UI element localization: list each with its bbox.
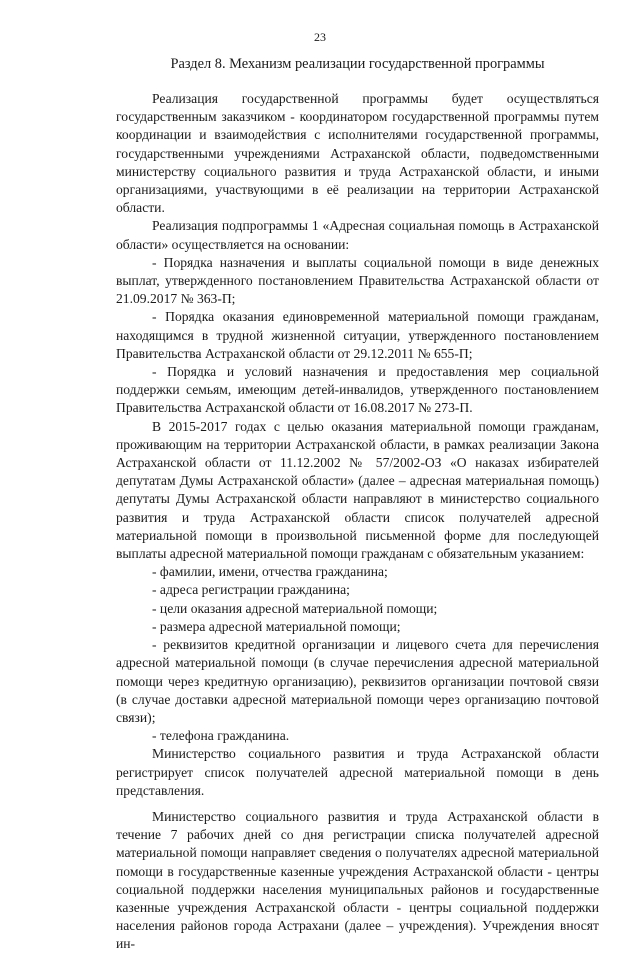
paragraph-registration: Министерство социального развития и труда Астраханской области регистрирует список получателей адресной материальной помощи в день представления. bbox=[116, 746, 599, 798]
list-item-order-363: - Порядка назначения и выплаты социальной помощи в виде денежных выплат, утвержденного постановлением Правительства Астраханской области от 21.09.2017 № 363-П; bbox=[116, 254, 599, 307]
page-number: 23 bbox=[314, 30, 326, 44]
section-title: Раздел 8. Механизм реализации государственной программы bbox=[170, 56, 545, 72]
list-item-bank-details: - реквизитов кредитной организации и лицевого счета для перечисления адресной материальной помощи (в случае перечисления адресной материальной помощи через кредитную организацию), реквизитов организации почтовой связи (в случае доставки адресной материальной помощи через организацию почтовой связи); bbox=[116, 637, 599, 725]
paragraph-subprogram-basis: Реализация подпрограммы 1 «Адресная социальная помощь в Астраханской области» осуществляется на основании: bbox=[116, 218, 599, 252]
list-item-amount: - размера адресной материальной помощи; bbox=[152, 618, 401, 634]
list-item-full-name: - фамилии, имени, отчества гражданина; bbox=[152, 564, 388, 580]
body-text bbox=[116, 90, 599, 954]
list-item-address: - адреса регистрации гражданина; bbox=[152, 582, 350, 598]
list-item-purpose: - цели оказания адресной материальной помощи; bbox=[152, 600, 438, 616]
list-item-order-273: - Порядка и условий назначения и предоставления мер социальной поддержки семьям, имеющим детей-инвалидов, утвержденного постановлением Правительства Астраханской области от 16.08.2017 № 273-П. bbox=[116, 364, 599, 416]
list-item-phone: - телефона гражданина. bbox=[152, 728, 290, 744]
paragraph-program-implementation: Реализация государственной программы будет осуществляться государственным заказчиком - координатором государственной программы путем координации и взаимодействия с исполнителями государственной программы, государственными учреждениями Астраханской области, подведомственными министерству социального развития и труда Астраханской области, и иными организациями, участвующими в её реализации на территории Астраханской области. bbox=[116, 91, 599, 216]
paragraph-institutions: Министерство социального развития и труда Астраханской области в течение 7 рабочих дней со дня регистрации списка получателей адресной материальной помощи направляет сведения о получателях адресной материальной помощи в государственные казенные учреждения Астраханской области - центры социальной поддержки населения муниципальных районов и государственные казенные учреждения Астраханской области - центры социальной поддержки населения районов города Астрахани (далее – учреждения). Учреждения вносят ин- bbox=[116, 808, 599, 952]
paragraph-deputies-assistance: В 2015-2017 годах с целью оказания материальной помощи гражданам, проживающим на территории Астраханской области, в рамках реализации Закона Астраханской области от 11.12.2002 № 57/2002-ОЗ «О наказах избирателей депутатам Думы Астраханской области» (далее – адресная материальная помощь) депутаты Думы Астраханской области направляют в министерство социального развития и труда Астраханской области список получателей адресной материальной помощи в произвольной письменной форме для последующей выплаты адресной материальной помощи гражданам с обязательным указанием: bbox=[116, 418, 599, 562]
list-item-order-655: - Порядка оказания единовременной материальной помощи гражданам, находящимся в трудной жизненной ситуации, утвержденного постановлением Правительства Астраханской области от 29.12.2011 № 655-П; bbox=[116, 309, 599, 361]
